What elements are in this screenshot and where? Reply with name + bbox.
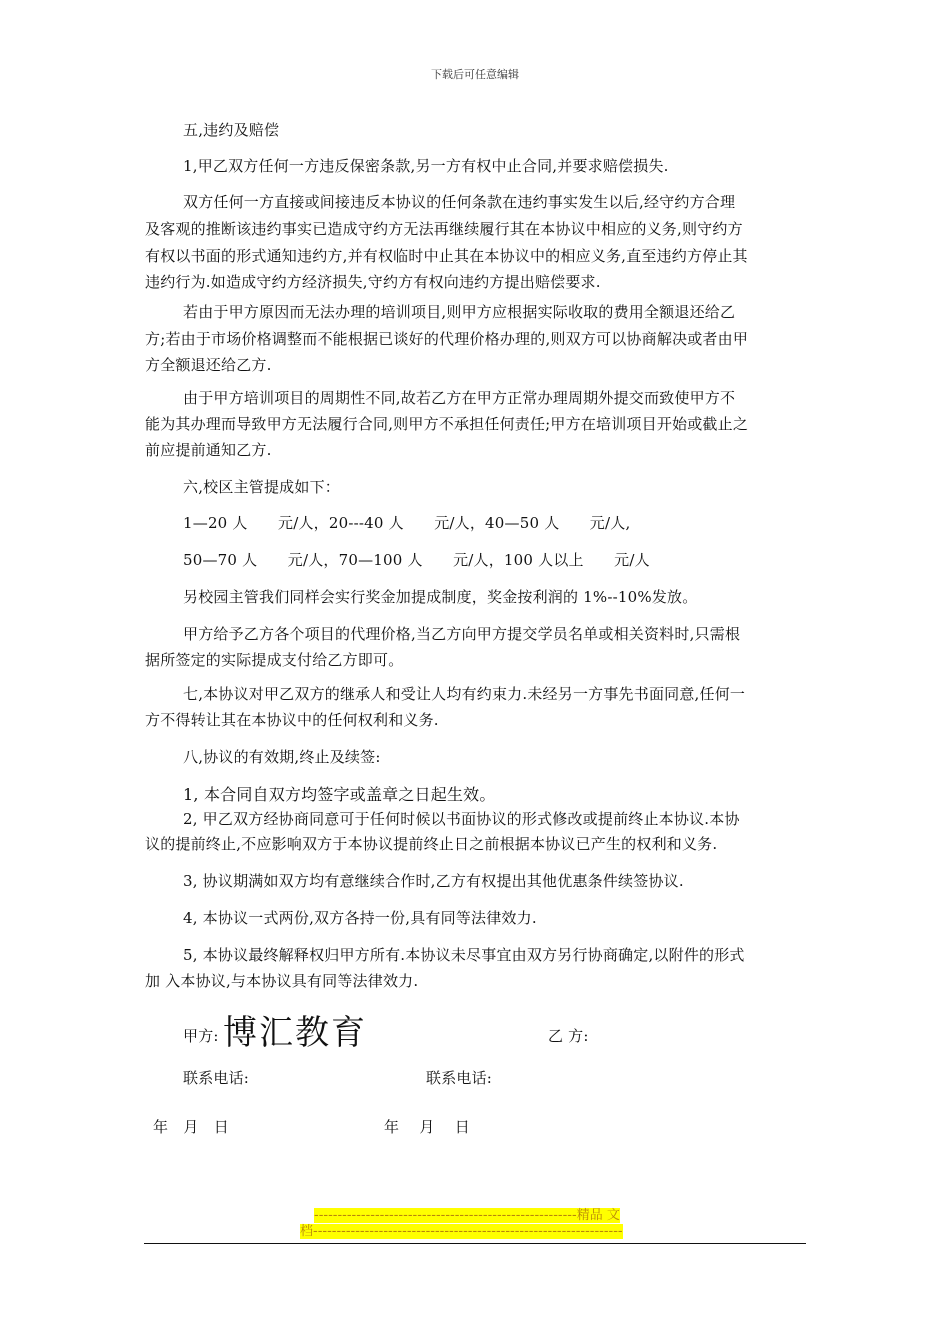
paragraph-line: 5, 本协议最终解释权归甲方所有.本协议未尽事宜由双方另行协商确定,以附件的形式 [183, 946, 745, 964]
paragraph-line: 另校园主管我们同样会实行奖金加提成制度，奖金按利润的 1%--10%发放。 [183, 588, 698, 606]
footer-rule [144, 1243, 806, 1244]
section-heading: 八,协议的有效期,终止及续签: [183, 748, 381, 766]
paragraph-line: 前应提前通知乙方. [145, 441, 272, 459]
paragraph-line: 违约行为.如造成守约方经济损失,守约方有权向违约方提出赔偿要求. [145, 273, 601, 291]
party-a-company-name: 博汇教育 [223, 1013, 367, 1053]
section-heading: 六,校区主管提成如下： [183, 478, 340, 496]
paragraph-line: 及客观的推断该违约事实已造成守约方无法再继续履行其在本协议中相应的义务,则守约方 [145, 220, 743, 238]
paragraph-line: 能为其办理而导致甲方无法履行合同,则甲方不承担任何责任;甲方在培训项目开始或截止之 [145, 415, 749, 433]
party-a-date: 年 月 日 [153, 1118, 230, 1136]
footer-line-1: --------------------------------------------------------精品 文 [314, 1208, 620, 1223]
footer-line-2: 档------------------------------------------------------------------ [300, 1224, 623, 1239]
party-a-phone-label: 联系电话: [183, 1069, 250, 1087]
party-b-label: 乙 方: [548, 1027, 589, 1045]
paragraph-line: 据所签定的实际提成支付给乙方即可。 [145, 651, 404, 669]
page-header: 下载后可任意编辑 [431, 68, 519, 81]
paragraph-line: 方全额退还给乙方. [145, 356, 272, 374]
paragraph-line: 3, 协议期满如双方均有意继续合作时,乙方有权提出其他优惠条件续签协议. [183, 872, 684, 890]
paragraph-line: 加 入本协议,与本协议具有同等法律效力. [145, 972, 419, 990]
paragraph-line: 议的提前终止,不应影响双方于本协议提前终止日之前根据本协议已产生的权利和义务. [145, 835, 718, 853]
paragraph-line: 甲方给予乙方各个项目的代理价格,当乙方向甲方提交学员名单或相关资料时,只需根 [183, 625, 741, 643]
paragraph-line: 1—20 人 元/人，20---40 人 元/人，40—50 人 元/人, [183, 514, 631, 532]
paragraph-line: 2, 甲乙双方经协商同意可于任何时候以书面协议的形式修改或提前终止本协议.本协 [183, 810, 740, 828]
paragraph-line: 50—70 人 元/人，70—100 人 元/人，100 人以上 元/人 [183, 551, 650, 569]
paragraph-line: 双方任何一方直接或间接违反本协议的任何条款在违约事实发生以后,经守约方合理 [183, 193, 736, 211]
paragraph-line: 有权以书面的形式通知违约方,并有权临时中止其在本协议中的相应义务,直至违约方停止其 [145, 247, 748, 265]
paragraph-line: 1,甲乙双方任何一方违反保密条款,另一方有权中止合同,并要求赔偿损失. [183, 157, 669, 175]
footer-watermark [300, 1208, 650, 1240]
paragraph-line: 方不得转让其在本协议中的任何权利和义务. [145, 711, 439, 729]
party-b-date: 年 月 日 [384, 1118, 470, 1136]
paragraph-line: 1, 本合同自双方均签字或盖章之日起生效。 [183, 785, 496, 804]
party-a-label: 甲方: [183, 1027, 219, 1045]
party-b-phone-label: 联系电话: [426, 1069, 493, 1087]
paragraph-line: 若由于甲方原因而无法办理的培训项目,则甲方应根据实际收取的费用全额退还给乙 [183, 303, 736, 321]
section-heading: 五,违约及赔偿 [183, 121, 280, 139]
paragraph-line: 4, 本协议一式两份,双方各持一份,具有同等法律效力. [183, 909, 537, 927]
paragraph-line: 由于甲方培训项目的周期性不同,故若乙方在甲方正常办理周期外提交而致使甲方不 [183, 389, 736, 407]
paragraph-line: 七,本协议对甲乙双方的继承人和受让人均有约束力.未经另一方事先书面同意,任何一 [183, 685, 746, 703]
paragraph-line: 方;若由于市场价格调整而不能根据已谈好的代理价格办理的,则双方可以协商解决或者由甲 [145, 330, 749, 348]
